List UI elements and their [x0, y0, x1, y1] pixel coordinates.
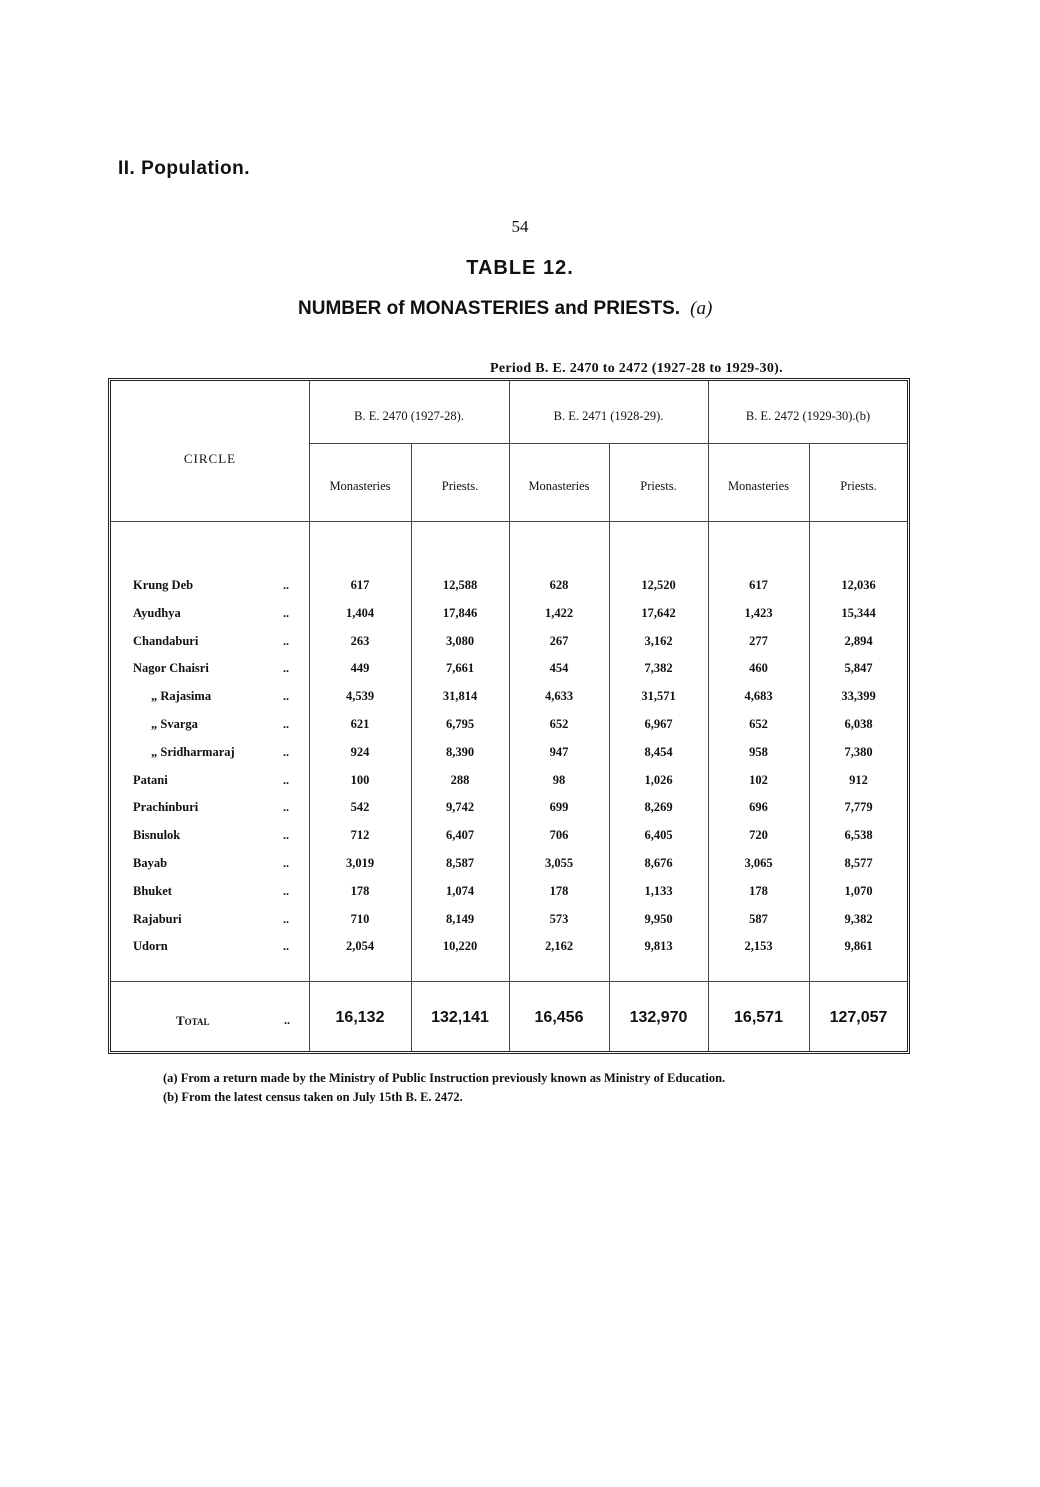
- page-number: 54: [511, 217, 529, 236]
- table-title: [298, 298, 712, 320]
- value-cell-m1: 710: [350, 912, 370, 926]
- value-cell-m3: 3,065: [744, 856, 773, 870]
- section-title: II. Population.: [118, 158, 251, 179]
- circle-name: Ayudhya: [133, 606, 181, 620]
- value-cell-m2: 3,055: [544, 856, 574, 870]
- header-rule: [111, 521, 907, 522]
- value-cell-p1: 288: [450, 773, 470, 787]
- value-cell-m2: 267: [549, 634, 569, 648]
- period-caption: Period B. E. 2470 to 2472 (1927-28 to 1929-30).: [490, 361, 783, 376]
- value-cell-p1: 7,661: [445, 661, 475, 675]
- value-cell-m1: 542: [350, 800, 370, 814]
- circle-name: „ Rajasima: [151, 689, 212, 703]
- value-cell-m1: 924: [350, 745, 370, 759]
- leader-dots: ..: [283, 828, 289, 842]
- leader-dots: ..: [283, 606, 289, 620]
- value-cell-p2: 9,813: [644, 939, 673, 953]
- value-cell-m2: 573: [549, 912, 569, 926]
- value-cell-p3: 2,894: [844, 634, 873, 648]
- value-cell-m1: 2,054: [345, 939, 375, 953]
- value-cell-m1: 263: [350, 634, 370, 648]
- value-cell-m1: 1,404: [345, 606, 375, 620]
- value-cell-p3: 15,344: [841, 606, 876, 620]
- value-cell-p1: 8,587: [445, 856, 475, 870]
- value-cell-p2: 8,676: [644, 856, 673, 870]
- value-cell-m3: 178: [749, 884, 768, 898]
- circle-name: Prachinburi: [133, 800, 199, 814]
- leader-dots: ..: [283, 856, 289, 870]
- leader-dots: ..: [283, 800, 289, 814]
- header-group-3: B. E. 2472 (1929-30).(b): [745, 409, 871, 423]
- value-cell-p3: 5,847: [844, 661, 873, 675]
- circle-name: Chandaburi: [133, 634, 199, 648]
- value-cell-p3: 9,861: [844, 939, 873, 953]
- value-cell-m1: 3,019: [345, 856, 375, 870]
- leader-dots: ..: [283, 884, 289, 898]
- leader-dots: ..: [283, 661, 289, 675]
- value-cell-p1: 8,149: [445, 912, 475, 926]
- circle-name: „ Svarga: [151, 717, 198, 731]
- leader-dots: ..: [283, 912, 289, 926]
- value-cell-m2: 1,422: [544, 606, 574, 620]
- value-cell-p2: 1,026: [644, 773, 673, 787]
- value-cell-p1: 6,795: [445, 717, 475, 731]
- value-cell-p1: 8,390: [445, 745, 475, 759]
- circle-name: Bhuket: [133, 884, 172, 898]
- value-cell-m1: 4,539: [345, 689, 375, 703]
- table-note-ref: (a): [690, 298, 713, 319]
- circle-name: Rajaburi: [133, 912, 182, 926]
- value-cell-p1: 10,220: [442, 939, 478, 953]
- circle-name: Bayab: [133, 856, 168, 870]
- monasteries-table: [108, 378, 910, 1054]
- value-cell-m3: 277: [749, 634, 768, 648]
- value-cell-m1: 449: [350, 661, 370, 675]
- leader-dots: ..: [283, 939, 289, 953]
- circle-name: „ Sridharmaraj: [151, 745, 235, 759]
- value-cell-p2: 6,967: [644, 717, 673, 731]
- value-cell-p3: 6,538: [844, 828, 873, 842]
- total-monasteries-2: 16,456: [534, 1009, 584, 1026]
- value-cell-p2: 3,162: [644, 634, 673, 648]
- value-cell-m2: 2,162: [544, 939, 574, 953]
- total-monasteries-1: 16,132: [335, 1009, 385, 1026]
- leader-dots: ..: [283, 745, 289, 759]
- header-group-1: B. E. 2470 (1927-28).: [354, 409, 464, 423]
- total-priests-2: 132,970: [629, 1009, 688, 1026]
- value-cell-p1: 6,407: [445, 828, 475, 842]
- value-cell-p3: 9,382: [844, 912, 873, 926]
- value-cell-m3: 460: [749, 661, 768, 675]
- value-cell-p2: 17,642: [641, 606, 676, 620]
- value-cell-p1: 31,814: [442, 689, 478, 703]
- value-cell-p2: 9,950: [644, 912, 673, 926]
- header-priests: Priests.: [441, 479, 479, 493]
- value-cell-m3: 587: [749, 912, 768, 926]
- circle-name: Bisnulok: [133, 828, 181, 842]
- value-cell-m2: 652: [549, 717, 569, 731]
- value-cell-m3: 720: [749, 828, 768, 842]
- circle-name: Nagor Chaisri: [133, 661, 209, 675]
- leader-dots: ..: [283, 634, 289, 648]
- total-priests-3: 127,057: [829, 1009, 888, 1026]
- value-cell-p3: 1,070: [844, 884, 873, 898]
- value-cell-m2: 98: [552, 773, 566, 787]
- value-cell-p3: 912: [849, 773, 868, 787]
- value-cell-p1: 17,846: [442, 606, 478, 620]
- circle-name: Patani: [133, 773, 168, 787]
- value-cell-m2: 454: [549, 661, 569, 675]
- value-cell-m2: 947: [549, 745, 569, 759]
- value-cell-p2: 6,405: [644, 828, 673, 842]
- value-cell-p1: 1,074: [445, 884, 475, 898]
- value-cell-p2: 31,571: [641, 689, 676, 703]
- value-cell-m1: 621: [350, 717, 370, 731]
- header-priests: Priests.: [840, 479, 877, 493]
- value-cell-m3: 102: [749, 773, 768, 787]
- value-cell-m3: 958: [749, 745, 768, 759]
- value-cell-p1: 12,588: [442, 578, 478, 592]
- value-cell-m3: 4,683: [744, 689, 773, 703]
- footnote-a: (a) From a return made by the Ministry of Public Instruction previously known as Ministry of Education.: [163, 1071, 726, 1085]
- value-cell-p3: 33,399: [841, 689, 876, 703]
- circle-name: Krung Deb: [133, 578, 194, 592]
- header-monasteries: Monasteries: [528, 479, 590, 493]
- total-priests-1: 132,141: [431, 1009, 489, 1026]
- value-cell-p2: 12,520: [641, 578, 676, 592]
- leader-dots: ..: [283, 578, 289, 592]
- value-cell-p3: 7,380: [844, 745, 873, 759]
- header-monasteries: Monasteries: [329, 479, 391, 493]
- value-cell-p2: 8,454: [644, 745, 673, 759]
- table-label: TABLE 12.: [466, 257, 574, 279]
- value-cell-m1: 100: [350, 773, 370, 787]
- leader-dots: ..: [284, 1013, 290, 1027]
- value-cell-m2: 706: [549, 828, 569, 842]
- value-cell-m3: 2,153: [744, 939, 773, 953]
- header-monasteries: Monasteries: [727, 479, 790, 493]
- leader-dots: ..: [283, 689, 289, 703]
- value-cell-p2: 1,133: [644, 884, 673, 898]
- value-cell-m2: 178: [549, 884, 569, 898]
- header-circle: CIRCLE: [183, 451, 237, 466]
- leader-dots: ..: [283, 717, 289, 731]
- value-cell-p3: 8,577: [844, 856, 873, 870]
- header-rule: [309, 443, 907, 444]
- value-cell-m2: 628: [549, 578, 569, 592]
- value-cell-m3: 617: [749, 578, 768, 592]
- header-group-2: B. E. 2471 (1928-29).: [553, 409, 664, 423]
- value-cell-p3: 12,036: [841, 578, 876, 592]
- total-monasteries-3: 16,571: [734, 1009, 783, 1026]
- value-cell-p3: 7,779: [844, 800, 873, 814]
- value-cell-m2: 699: [549, 800, 569, 814]
- value-cell-m3: 696: [749, 800, 768, 814]
- value-cell-m1: 178: [350, 884, 370, 898]
- total-label: Total: [176, 1013, 210, 1028]
- value-cell-p3: 6,038: [844, 717, 873, 731]
- value-cell-p2: 7,382: [644, 661, 673, 675]
- value-cell-m3: 652: [749, 717, 768, 731]
- table-title-text: NUMBER of MONASTERIES and PRIESTS.: [298, 298, 681, 319]
- header-priests: Priests.: [640, 479, 677, 493]
- value-cell-p1: 9,742: [445, 800, 475, 814]
- value-cell-m3: 1,423: [744, 606, 773, 620]
- value-cell-m1: 617: [350, 578, 370, 592]
- total-rule: [111, 981, 907, 982]
- value-cell-p1: 3,080: [445, 634, 475, 648]
- footnote-b: (b) From the latest census taken on July 15th B. E. 2472.: [163, 1090, 463, 1104]
- value-cell-p2: 8,269: [644, 800, 673, 814]
- value-cell-m1: 712: [350, 828, 370, 842]
- circle-name: Udorn: [133, 939, 168, 953]
- value-cell-m2: 4,633: [544, 689, 574, 703]
- leader-dots: ..: [283, 773, 289, 787]
